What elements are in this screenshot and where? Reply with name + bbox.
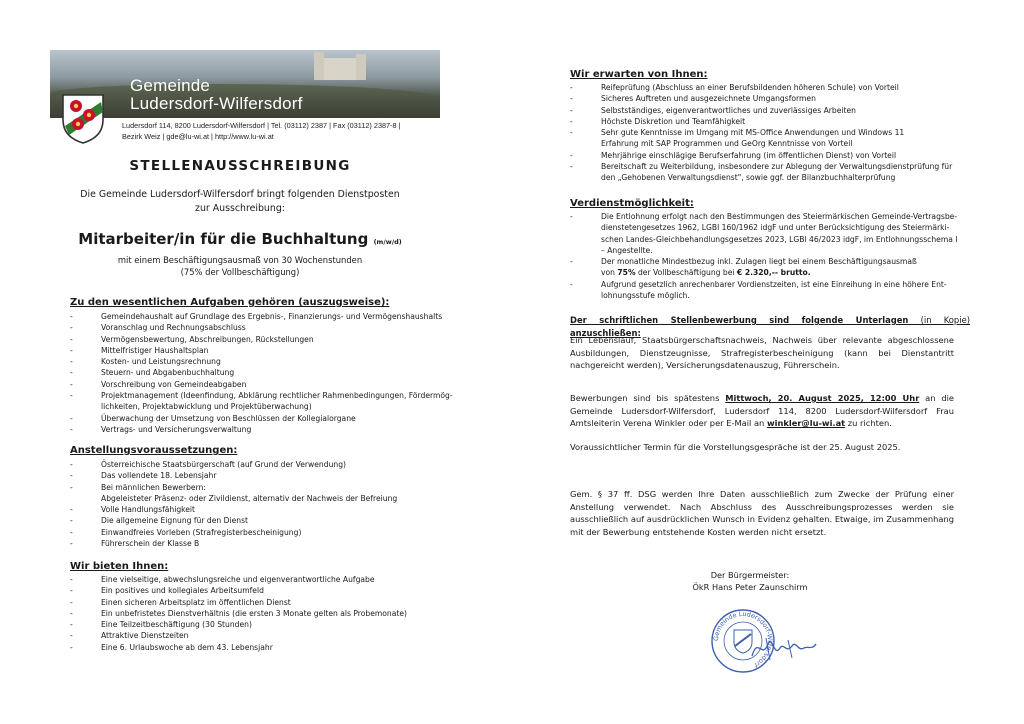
list-item: - Vertrags- und Versicherungsverwaltung xyxy=(70,424,252,434)
list-item: - Ein unbefristetes Dienstverhältnis (die ersten 3 Monate gelten als Probemonate) xyxy=(70,608,408,618)
list-item: - Volle Handlungsfähigkeit xyxy=(70,505,196,515)
list-item: - Eine 6. Urlaubswoche ab dem 43. Lebensjahr xyxy=(70,642,273,652)
list-item: - Die allgemeine Eignung für den Dienst xyxy=(70,516,249,526)
application-deadline: Mittwoch, 20. August 2025, 12:00 Uhr xyxy=(725,393,920,403)
list-item: - Ein positives und kollegiales Arbeitsumfeld xyxy=(70,586,264,596)
tasks-list xyxy=(70,311,470,435)
list-item: - Österreichische Staatsbürgerschaft (auf Grund der Verwendung) xyxy=(70,460,346,469)
list-item: - Aufgrund gesetzlich anrechenbarer Vordienstzeiten, ist eine Einreihung in eine höhere Ent- lohnungsstufe möglich. xyxy=(570,279,947,301)
address-line2: Bezirk Weiz | gde@lu-wi.at | http://www.lu-wi.at xyxy=(122,132,274,141)
list-item: - Der monatliche Mindestbezug inkl. Zulagen liegt bei einem Beschäftigungsausmaß von 75% der Vollbeschäftigung bei € 2.320,-- brutto. xyxy=(570,257,917,278)
salary-amount: € 2.320,-- brutto. xyxy=(736,268,811,278)
list-item: - Gemeindehaushalt auf Grundlage des Ergebnis-, Finanzierungs- und Vermögenshaushalts xyxy=(70,312,443,321)
municipality-title-line1: Gemeinde xyxy=(130,76,211,95)
list-item: - Sicheres Auftreten und ausgezeichnete Umgangsformen xyxy=(570,94,816,104)
header-address xyxy=(122,120,452,142)
list-item: - Eine Teilzeitbeschäftigung (30 Stunden) xyxy=(70,620,252,630)
application-email[interactable]: winkler@lu-wi.at xyxy=(766,418,846,428)
tasks-heading: Zu den wesentlichen Aufgaben gehören (auszugsweise): xyxy=(70,297,390,308)
intro-text xyxy=(0,188,490,216)
list-item: - Voranschlag und Rechnungsabschluss xyxy=(70,323,246,333)
list-item: - Eine vielseitige, abwechslungsreiche und eigenverantwortliche Aufgabe xyxy=(70,575,375,584)
salary-percent: 75% xyxy=(617,268,636,278)
signature-block xyxy=(690,570,810,593)
list-item: - Führerschein der Klasse B xyxy=(70,539,200,549)
header-banner xyxy=(50,50,440,118)
list-item: - Das vollendete 18. Lebensjahr xyxy=(70,471,217,481)
intro-line2: zur Ausschreibung: xyxy=(195,203,285,214)
offer-heading: Wir bieten Ihnen: xyxy=(70,561,169,572)
list-item: - Die Entlohnung erfolgt nach den Bestimmungen des Steiermärkischen Gemeinde-Vertragsbe- dienstetengesetzes 1962, LGBl 160/1962 idgF und unter Berücksichtigung des Steiermärki- schen Landes-Gleichbehandlungsgesetzes 2023, LGBl 46/2023 idgF, im Entlohnungsschema I – Angestellte. xyxy=(570,212,958,255)
svg-text:Gemeinde Ludersdorf-Wilfersdor: Gemeinde Ludersdorf-Wilfersdorf xyxy=(711,609,775,669)
interview-text: Voraussichtlicher Termin für die Vorstellungsgespräche ist der 25. August 2025. xyxy=(570,442,901,452)
list-item: - Bei männlichen Bewerbern: Abgeleisteter Präsenz- oder Zivildienst, alternativ der Nachweis der Befreiung xyxy=(70,482,398,503)
list-item: - Einen sicheren Arbeitsplatz im öffentlichen Dienst xyxy=(70,597,291,607)
list-item: - Höchste Diskretion und Teamfähigkeit xyxy=(570,116,746,126)
salary-list xyxy=(570,211,970,301)
list-item: - Vorschreibung von Gemeindeabgaben xyxy=(70,379,247,389)
list-item: - Sehr gute Kenntnisse im Umgang mit MS-Office Anwendungen und Windows 11 Erfahrung mit SAP Programmen und GeOrg Kenntnisse von Vorteil xyxy=(570,128,905,149)
job-title-text: Mitarbeiter/in für die Buchhaltung xyxy=(78,230,369,248)
coat-of-arms-icon xyxy=(60,92,106,144)
municipality-title-line2: Ludersdorf-Wilfersdorf xyxy=(130,94,303,113)
castle-icon xyxy=(322,58,358,80)
intro-line1: Die Gemeinde Ludersdorf-Wilfersdorf bringt folgenden Dienstposten xyxy=(80,189,400,200)
documents-text: Ein Lebenslauf, Staatsbürgerschaftsnachweis, Nachweis über relevante abgeschlossene Ausbildungen, Dienstzeugnisse, Strafregisterbescheinigung (kann bei Dienstantritt nachgereicht werden), Versicherungsdatenauszug, Führerschein. xyxy=(570,335,954,370)
signature-name: ÖkR Hans Peter Zaunschirm xyxy=(692,581,808,592)
job-gender-suffix: (m/w/d) xyxy=(373,238,402,246)
signature-role: Der Bürgermeister: xyxy=(710,570,790,580)
address-line1: Ludersdorf 114, 8200 Ludersdorf-Wilfersdorf | Tel. (03112) 2387 | Fax (03112) 2387-8 | xyxy=(122,121,401,130)
list-item: - Mittelfristiger Haushaltsplan xyxy=(70,345,209,355)
offer-list xyxy=(70,574,470,653)
list-item: - Selbstständiges, eigenverantwortliches und zuverlässiges Arbeiten xyxy=(570,105,856,115)
expect-heading: Wir erwarten von Ihnen: xyxy=(570,69,708,80)
list-item: - Projektmanagement (Ideenfindung, Abklärung rechtlicher Rahmenbedingungen, Fördermög- lichkeiten, Projektabwicklung und Projektüberwachung) xyxy=(70,391,453,412)
list-item: - Überwachung der Umsetzung von Beschlüssen der Kollegialorgane xyxy=(70,413,356,423)
privacy-text: Gem. § 37 ff. DSG werden Ihre Daten ausschließlich zum Zwecke der Prüfung einer Anstellung verwendet. Nach Abschluss des Ausschreibungsprozesses werden sie ausschließlich auf ausdrücklichen Wunsch in Evidenz gehalten. Etwaige, im Zusammenhang mit der Bewerbung entstehende Kosten werden nicht ersetzt. xyxy=(570,489,954,537)
document-title: STELLENAUSSCHREIBUNG xyxy=(129,158,351,174)
application-text: Bewerbungen sind bis spätestens Mittwoch, 20. August 2025, 12:00 Uhr an die Gemeinde Ludersdorf-Wilfersdorf, Ludersdorf 114, 8200 Ludersdorf-Wilfersdorf Frau Amtsleiterin Verena Winkler oder per E-Mail an winkler@lu-wi.at zu richten. xyxy=(570,393,955,428)
salary-heading: Verdienstmöglichkeit: xyxy=(570,198,694,209)
job-sub-line2: (75% der Vollbeschäftigung) xyxy=(180,267,300,277)
list-item: - Attraktive Dienstzeiten xyxy=(70,631,189,641)
list-item: - Mehrjährige einschlägige Berufserfahrung (im öffentlichen Dienst) von Vorteil xyxy=(570,150,897,160)
list-item: - Steuern- und Abgabenbuchhaltung xyxy=(70,368,235,378)
list-item: - Vermögensbewertung, Abschreibungen, Rückstellungen xyxy=(70,334,314,344)
list-item: - Einwandfreies Vorleben (Strafregisterbescheinigung) xyxy=(70,527,302,537)
job-title xyxy=(0,230,490,248)
list-item: - Reifeprüfung (Abschluss an einer Berufsbildenden höheren Schule) von Vorteil xyxy=(570,83,899,92)
expect-list xyxy=(570,82,970,184)
documents-heading: Der schriftlichen Stellenbewerbung sind folgende Unterlagen (in Kopie) anzuschließen: xyxy=(570,315,970,338)
requirements-list xyxy=(70,459,470,549)
list-item: - Bereitschaft zu Weiterbildung, insbesondere zur Ablegung der Verwaltungsdienstprüfung für den „Gehobenen Verwaltungsdienst", sowie ggf. der Bilanzbuchhalterprüfung xyxy=(570,162,953,183)
job-sub-line1: mit einem Beschäftigungsausmaß von 30 Wochenstunden xyxy=(117,255,363,265)
handwritten-signature-icon xyxy=(748,630,818,666)
list-item: - Kosten- und Leistungsrechnung xyxy=(70,357,221,367)
requirements-heading: Anstellungsvoraussetzungen: xyxy=(70,445,238,456)
job-subtitle xyxy=(0,254,490,278)
